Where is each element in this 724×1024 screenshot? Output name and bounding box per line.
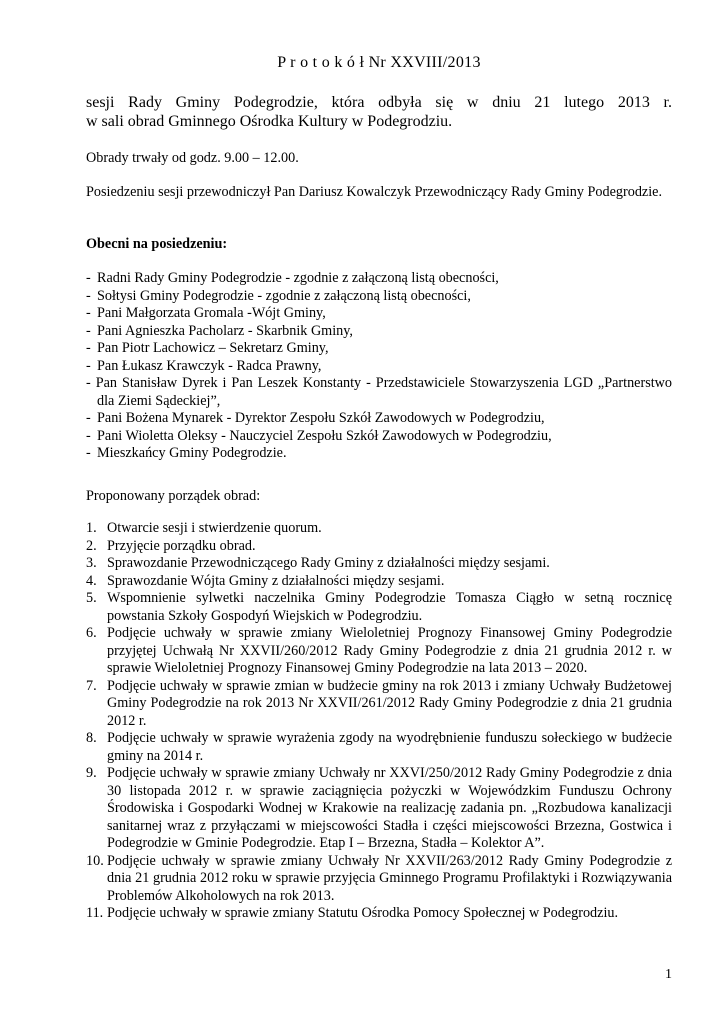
list-item: 11. Podjęcie uchwały w sprawie zmiany Statutu Ośrodka Pomocy Społecznej w Podegrodziu. [86, 905, 619, 921]
intro-line-1: sesji Rady Gminy Podegrodzie, która odbyła się w dniu 21 lutego 2013 r. [86, 94, 672, 111]
list-item: 9. Podjęcie uchwały w sprawie zmiany Uchwały nr XXVI/250/2012 Rady Gminy Podegrodzie z dnia 30 listopada 2012 r. w sprawie zaciągnięcia pożyczki w Wojewódzkim Funduszu Ochrony Środowiska i Gospodarki Wodnej w Krakowie na realizację zadania pn. „Rozbudowa kanalizacji sanitarnej wraz z przyłączami w miejscowości Stadła i części miejscowości Brzezna, Gostwica i Podegrodzie w Gminie Podegrodzie. Etap I – Brzezna, Stadła – Kolektor A”. [86, 765, 672, 851]
list-item: 7. Podjęcie uchwały w sprawie zmian w budżecie gminy na rok 2013 i zmiany Uchwały Budżetowej Gminy Podegrodzie na rok 2013 Nr XXVII/261/2012 Rady Gminy Podegrodzie z dnia 21 grudnia 2012 r. [86, 677, 672, 729]
list-item: 5. Wspomnienie sylwetki naczelnika Gminy Podegrodzie Tomasza Ciągło w setną rocznicę powstania Szkoły Gospodyń Wiejskich w Podegrodziu. [86, 590, 672, 624]
list-item: - Sołtysi Gminy Podegrodzie - zgodnie z załączoną listą obecności, [86, 287, 471, 304]
list-item: - Pani Małgorzata Gromala -Wójt Gminy, [86, 305, 326, 321]
list-item: - Pani Bożena Mynarek - Dyrektor Zespołu Szkół Zawodowych w Podegrodziu, [86, 410, 545, 426]
session-duration: Obrady trwały od godz. 9.00 – 12.00. [86, 150, 299, 166]
chair-paragraph: Posiedzeniu sesji przewodniczył Pan Dariusz Kowalczyk Przewodniczący Rady Gminy Podegrodzie. [86, 184, 663, 200]
list-item: 4. Sprawozdanie Wójta Gminy z działalności między sesjami. [86, 572, 445, 589]
list-item: 8. Podjęcie uchwały w sprawie wyrażenia zgody na wyodrębnienie funduszu sołeckiego w budżecie gminy na 2014 r. [86, 730, 672, 764]
list-item: - Pan Łukasz Krawczyk - Radca Prawny, [86, 357, 322, 374]
list-item: - Mieszkańcy Gminy Podegrodzie. [86, 445, 287, 461]
list-item: - Radni Rady Gminy Podegrodzie - zgodnie z załączoną listą obecności, [86, 270, 499, 286]
page-number: 1 [665, 967, 672, 982]
attendees-list [86, 270, 672, 463]
list-item: - Pani Wioletta Oleksy - Nauczyciel Zespołu Szkół Zawodowych w Podegrodziu, [86, 427, 552, 444]
protocol-title: P r o t o k ó ł Nr XXVIII/2013 [277, 54, 481, 71]
list-item: 10. Podjęcie uchwały w sprawie zmiany Uchwały Nr XXVII/263/2012 Rady Gminy Podegrodzie z dnia 21 grudnia 2012 roku w sprawie przyjęcia Gminnego Programu Profilaktyki i Rozwiązywania Problemów Alkoholowych na rok 2013. [86, 852, 672, 904]
agenda-heading: Proponowany porządek obrad: [86, 488, 261, 504]
list-item: - Pan Stanisław Dyrek i Pan Leszek Konstanty - Przedstawiciele Stowarzyszenia LGD „Partnerstwo dla Ziemi Sądeckiej”, [86, 375, 672, 409]
list-item: 1. Otwarcie sesji i stwierdzenie quorum. [86, 520, 322, 536]
list-item: 2. Przyjęcie porządku obrad. [86, 537, 256, 554]
agenda-list [86, 520, 672, 923]
attendees-heading: Obecni na posiedzeniu: [86, 236, 228, 252]
list-item: - Pan Piotr Lachowicz – Sekretarz Gminy, [86, 340, 329, 356]
list-item: - Pani Agnieszka Pacholarz - Skarbnik Gminy, [86, 322, 353, 339]
list-item: 6. Podjęcie uchwały w sprawie zmiany Wieloletniej Prognozy Finansowej Gminy Podegrodzie przyjętej Uchwałą Nr XXVII/260/2012 Rady Gminy Podegrodzie z dnia 21 grudnia 2012 r. w sprawie Wieloletniej Prognozy Finansowej Gminy Podegrodzie na lata 2013 – 2020. [86, 625, 672, 676]
session-intro [86, 93, 672, 131]
list-item: 3. Sprawozdanie Przewodniczącego Rady Gminy z działalności między sesjami. [86, 555, 550, 571]
intro-line-2: w sali obrad Gminnego Ośrodka Kultury w Podegrodziu. [86, 113, 453, 130]
